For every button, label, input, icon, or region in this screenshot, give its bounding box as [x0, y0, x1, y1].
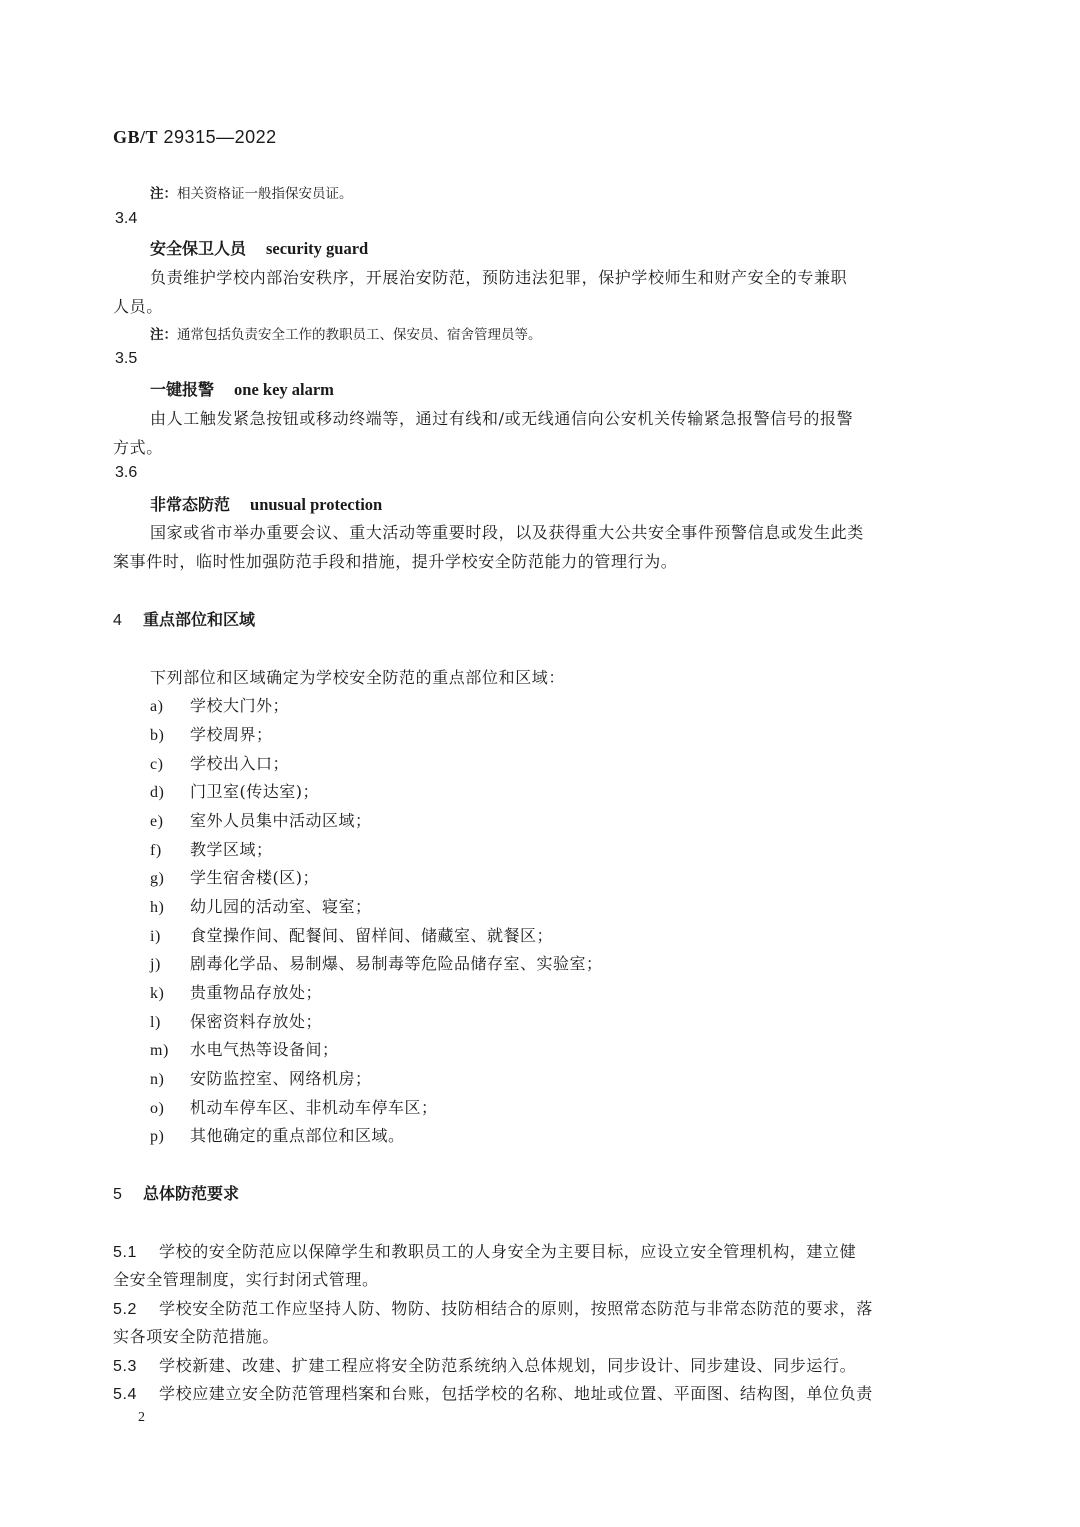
term-definition: 负责维护学校内部治安秩序，开展治安防范，预防违法犯罪，保护学校师生和财产安全的专兼职 — [150, 268, 848, 287]
clause-continuation: 全安全管理制度，实行封闭式管理。 — [113, 1270, 379, 1289]
term-number: 3.5 — [115, 350, 138, 367]
clause-continuation: 实各项安全防范措施。 — [113, 1327, 280, 1346]
term-definition: 案事件时，临时性加强防范手段和措施，提升学校安全防范能力的管理行为。 — [113, 552, 678, 571]
list-item: b) 学校周界； — [150, 725, 273, 744]
section-heading: 4 重点部位和区域 — [113, 610, 256, 629]
list-item: a) 学校大门外； — [150, 696, 290, 715]
standard-number: GB/T 29315—2022 — [113, 127, 277, 147]
list-item: m) 水电气热等设备间； — [150, 1040, 339, 1059]
list-item: e) 室外人员集中活动区域； — [150, 811, 372, 830]
clause: 5.2 学校安全防范工作应坚持人防、物防、技防相结合的原则，按照常态防范与非常态防范的要求，落 — [113, 1299, 873, 1318]
list-item: h) 幼儿园的活动室、寝室； — [150, 897, 372, 916]
term-definition: 由人工触发紧急按钮或移动终端等，通过有线和/或无线通信向公安机关传输紧急报警信号的报警 — [150, 409, 854, 428]
term-definition: 人员。 — [113, 297, 163, 316]
term-number: 3.6 — [115, 464, 138, 481]
list-item: c) 学校出入口； — [150, 754, 290, 773]
clause: 5.1 学校的安全防范应以保障学生和教职员工的人身安全为主要目标，应设立安全管理机构，建立健 — [113, 1242, 857, 1261]
term-title: 非常态防范 unusual protection — [150, 495, 383, 514]
list-item: k) 贵重物品存放处； — [150, 983, 323, 1002]
clause: 5.4 学校应建立安全防范管理档案和台账，包括学校的名称、地址或位置、平面图、结构图，单位负责 — [113, 1384, 873, 1403]
page-number: 2 — [138, 1410, 145, 1425]
term-title: 安全保卫人员 security guard — [150, 239, 369, 258]
list-item: i) 食堂操作间、配餐间、留样间、储藏室、就餐区； — [150, 926, 554, 945]
list-item: o) 机动车停车区、非机动车停车区； — [150, 1098, 438, 1117]
list-item: g) 学生宿舍楼(区)； — [150, 868, 319, 887]
term-definition: 国家或省市举办重要会议、重大活动等重要时段，以及获得重大公共安全事件预警信息或发生此类 — [150, 523, 864, 542]
list-item: p) 其他确定的重点部位和区域。 — [150, 1126, 405, 1145]
clause: 5.3 学校新建、改建、扩建工程应将安全防范系统纳入总体规划，同步设计、同步建设、同步运行。 — [113, 1356, 857, 1375]
section-heading: 5 总体防范要求 — [113, 1184, 240, 1203]
term-title: 一键报警 one key alarm — [150, 380, 334, 399]
list-item: l) 保密资料存放处； — [150, 1012, 323, 1031]
section-intro: 下列部位和区域确定为学校安全防范的重点部位和区域： — [150, 668, 566, 687]
list-item: n) 安防监控室、网络机房； — [150, 1069, 372, 1088]
term-number: 3.4 — [115, 210, 138, 227]
term-definition: 方式。 — [113, 438, 163, 457]
list-item: j) 剧毒化学品、易制爆、易制毒等危险品储存室、实验室； — [150, 954, 603, 973]
list-item: d) 门卫室(传达室)； — [150, 782, 319, 801]
term-note: 注：相关资格证一般指保安员证。 — [150, 186, 353, 202]
term-note: 注：通常包括负责安全工作的教职员工、保安员、宿舍管理员等。 — [150, 327, 542, 343]
list-item: f) 教学区域； — [150, 840, 273, 859]
